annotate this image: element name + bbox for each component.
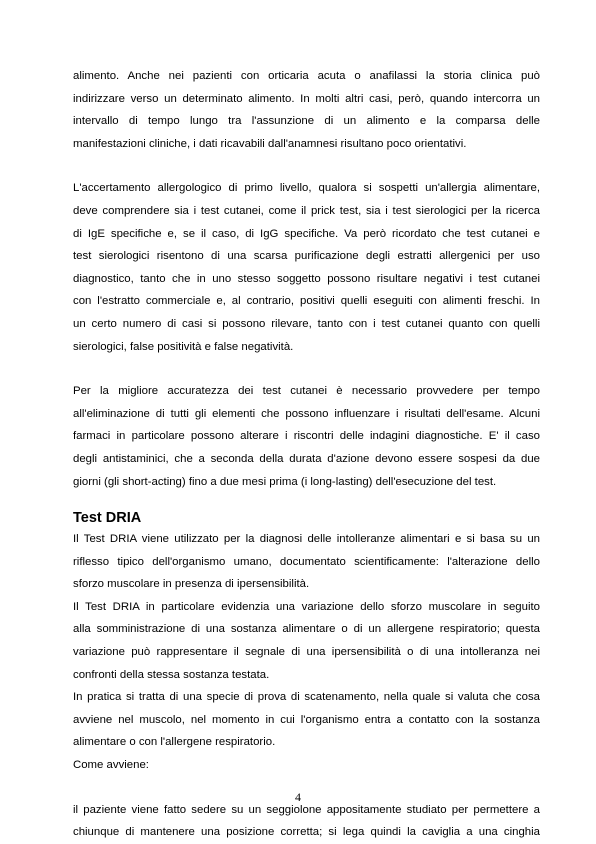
text-line: variazione può rappresentare il segnale di una ipersensibilità o di una intolleranza nei: [73, 646, 540, 659]
text-line: sforzo muscolare in presenza di ipersensibilità.: [73, 578, 310, 591]
text-line: alla somministrazione di una sostanza alimentare o di un allergene respiratorio; questa: [73, 623, 540, 636]
page-body: [73, 65, 540, 844]
text-line: indirizzare verso un determinato alimento. In molti altri casi, però, quando intercorra un: [73, 92, 540, 105]
paragraph-6: [73, 686, 540, 754]
paragraph-3: [73, 380, 540, 493]
paragraph-4: [73, 528, 540, 596]
paragraph-2: [73, 177, 540, 358]
text-line: di IgE specifiche e, se il caso, di IgG specifiche. Va però ricordato che test cutanei e: [73, 227, 540, 240]
text-line: riflesso tipico dell'organismo umano, documentato scientificamente: l'alterazione dello: [73, 555, 540, 568]
text-line: alimento. Anche nei pazienti con orticaria acuta o anafilassi la storia clinica può: [73, 70, 540, 82]
text-line: Per la migliore accuratezza dei test cutanei è necessario provvedere per tempo: [73, 385, 540, 398]
paragraph-8: [73, 799, 540, 844]
text-line: degli antistaminici, che a seconda della durata d'azione devono essere sospesi da due: [73, 452, 540, 465]
text-line: In pratica si tratta di una specie di prova di scatenamento, nella quale si valuta che cosa: [73, 691, 540, 704]
text-line: Il Test DRIA viene utilizzato per la diagnosi delle intolleranze alimentari e si basa su un: [73, 533, 540, 546]
text-line: manifestazioni cliniche, i dati ricavabili dall'anamnesi risultano poco orientativi.: [73, 137, 467, 150]
section-heading: Test DRIA: [73, 510, 142, 527]
text-line: sierologici, false positività e false negatività.: [73, 340, 294, 353]
text-line: all'eliminazione di tutti gli elementi che possono influenzare i risultati dell'esame. Alcuni: [73, 407, 540, 420]
paragraph-7: [73, 754, 540, 777]
text-line: farmaci in particolare possono alterare i riscontri delle indagini diagnostiche. E' il caso: [73, 430, 540, 443]
paragraph-1: [73, 65, 540, 155]
text-line: deve comprendere sia i test cutanei, come il prick test, sia i test sierologici per la ricerca: [73, 204, 540, 217]
text-line: L'accertamento allergologico di primo livello, qualora si sospetti un'allergia alimentare,: [73, 182, 540, 195]
text-line: un certo numero di casi si possono rilevare, tanto con i test cutanei quanto con quelli: [73, 317, 540, 330]
text-line: Come avviene:: [73, 759, 149, 772]
text-line: Il Test DRIA in particolare evidenzia una variazione dello sforzo muscolare in seguito: [73, 600, 540, 613]
text-line: chiunque di mantenere una posizione corretta; si lega quindi la caviglia a una cinghia: [73, 826, 540, 839]
text-line: avviene nel muscolo, nel momento in cui l'organismo entra a contatto con la sostanza: [73, 713, 540, 726]
text-line: giorni (gli short-acting) fino a due mesi prima (i long-lasting) dell'esecuzione del test.: [73, 475, 497, 488]
text-line: il paziente viene fatto sedere su un seggiolone appositamente studiato per permettere a: [73, 803, 540, 816]
text-line: con l'estratto commerciale e, al contrario, positivi quelli eseguiti con alimenti freschi. In: [73, 295, 540, 308]
text-line: test sierologici risentono di una scarsa purificazione degli estratti allergenici per uso: [73, 250, 540, 263]
text-line: confronti della stessa sostanza testata.: [73, 668, 270, 681]
text-line: alimentare o con l'allergene respiratorio.: [73, 736, 276, 749]
text-line: intervallo di tempo lungo tra l'assunzione di un alimento e la comparsa delle: [73, 115, 540, 128]
text-line: diagnostico, tanto che in uno stesso soggetto possono risultare negativi i test cutanei: [73, 272, 540, 285]
page-number: 4: [295, 790, 301, 804]
paragraph-5: [73, 596, 540, 686]
